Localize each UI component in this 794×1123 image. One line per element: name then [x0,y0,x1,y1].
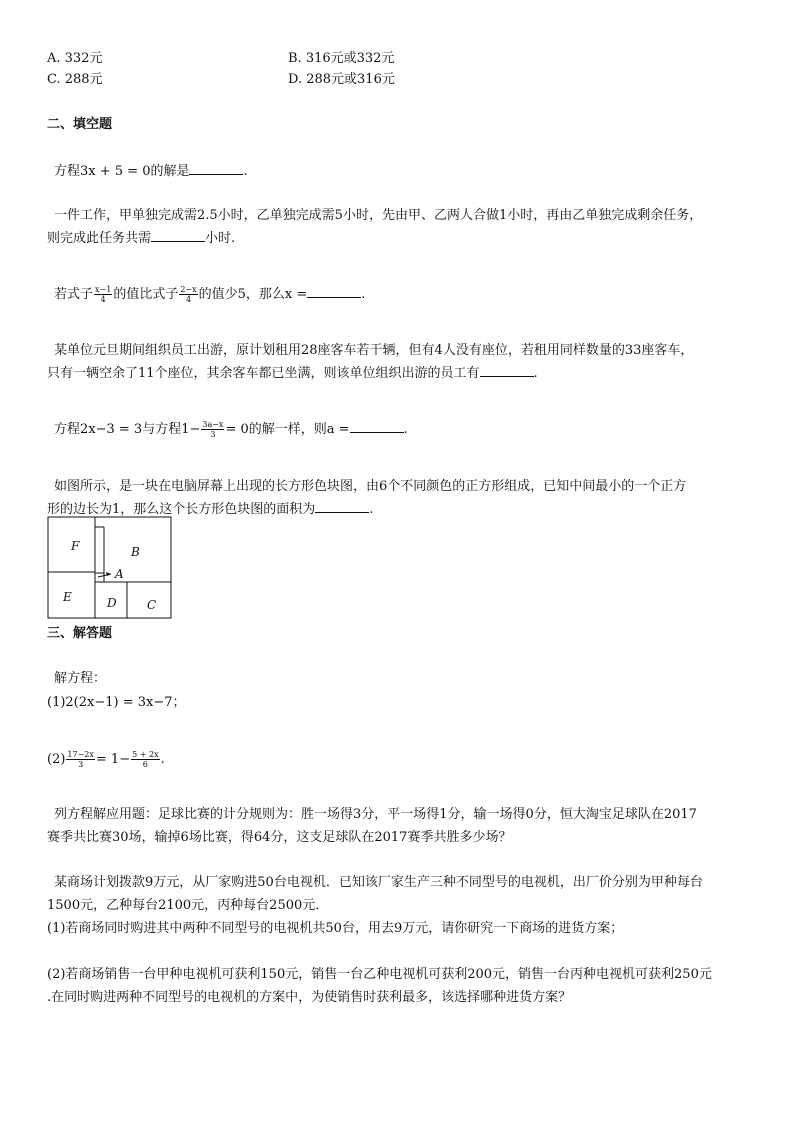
squares-figure [47,516,173,620]
solve-equation-part2 [47,749,165,771]
label-f: F [71,539,80,553]
solve-equation-part1: (1)2(2x−1) = 3x−7； [47,695,186,710]
label-d: D [107,596,117,610]
choice-a: A. 332元 [47,51,103,66]
fraction-denominator: 3 [210,430,216,439]
question-end: 小时. [205,231,236,246]
fraction [131,750,159,769]
fraction [179,285,197,304]
question-work-line2 [47,229,235,248]
question-bus-line2 [47,364,538,383]
question-same-solution [54,419,408,441]
football-question-line1: 列方程解应用题：足球比赛的计分规则为：胜一场得3分，平一场得1分，输一场得0分，恒大淘宝足球队在2017 [54,807,697,822]
question-equation-solution [54,162,248,181]
choice-b: B. 316元或332元 [288,51,395,66]
section-heading-fill-blank: 二、填空题 [47,117,113,132]
tv-question-part1: (1)若商场同时购进其中两种不同型号的电视机共50台，用去9万元，请你研究一下商场的进货方案； [47,921,624,936]
answer-blank [480,364,534,377]
question-end: . [243,164,248,179]
question-bus-line1: 某单位元旦期间组织员工出游，原计划租用28座客车若干辆，但有4人没有座位，若租用同样数量的33座客车， [54,343,694,358]
question-end: . [160,752,165,767]
question-end: . [369,502,374,517]
question-text: 的值比式子 [113,287,179,302]
answer-blank [315,500,369,513]
fraction-numerator: x−1 [95,285,112,294]
fraction [66,750,94,769]
label-a: A [115,567,124,581]
answer-blank [307,285,361,298]
fraction-numerator: 17−2x [67,750,94,759]
section-heading-answer: 三、解答题 [47,626,113,641]
question-text: 形的边长为1，那么这个长方形色块图的面积为 [47,502,316,517]
question-text: 若式子 [54,287,94,302]
question-work-line1: 一件工作，甲单独完成需2.5小时，乙单独完成需5小时，先由甲、乙两人合做1小时，再由乙单独完成剩余任务， [54,208,703,223]
football-question-line2: 赛季共比赛30场，输掉6场比赛，得64分，这支足球队在2017赛季共胜多少场？ [47,830,512,845]
question-text: (2) [47,752,66,767]
fraction-denominator: 4 [100,295,106,304]
answer-blank [350,420,404,433]
tv-question-part2-line2: .在同时购进两种不同型号的电视机的方案中，为使销售时获利最多，该选择哪种进货方案？ [47,990,572,1005]
label-e: E [63,590,72,604]
question-end: . [533,366,538,381]
fraction-denominator: 6 [142,760,148,769]
fraction [94,285,112,304]
fraction-numerator: 3a−x [202,420,224,429]
question-text: 只有一辆空余了11个座位，其余客车都已坐满，则该单位组织出游的员工有 [47,366,480,381]
answer-blank [151,229,205,242]
choice-c: C. 288元 [47,72,103,87]
question-squares-line1: 如图所示，是一块在电脑屏幕上出现的长方形色块图，由6个不同颜色的正方形组成，已知中间最小的一个正方 [54,479,687,494]
fraction-numerator: 2−x [180,285,197,294]
label-c: C [147,598,157,612]
fraction [201,420,224,439]
question-text: 方程3x + 5 = 0的解是 [54,164,190,179]
question-text: = 1− [95,752,131,767]
question-end: . [403,422,408,437]
label-b: B [131,545,140,559]
fraction-denominator: 4 [185,295,192,304]
question-text: = 0的解一样，则a = [225,422,350,437]
choice-d: D. 288元或316元 [288,72,395,87]
fraction-denominator: 3 [78,760,84,769]
tv-question-part2-line1: (2)若商场销售一台甲种电视机可获利150元，销售一台乙种电视机可获利200元，销售一台丙种电视机可获利250元 [47,967,712,982]
fraction-numerator: 5 + 2x [132,750,159,759]
solve-equations-intro: 解方程： [54,671,107,686]
question-text: 则完成此任务共需 [47,231,152,246]
question-fraction-compare [54,284,365,306]
tv-question-line1: 某商场计划拨款9万元，从厂家购进50台电视机．已知该厂家生产三种不同型号的电视机，出厂价分别为甲种每台 [54,875,703,890]
answer-blank [189,162,243,175]
tv-question-line2: 1500元，乙种每台2100元，丙种每台2500元． [47,898,329,913]
question-end: . [361,287,366,302]
question-text: 方程2x−3 = 3与方程1− [54,422,201,437]
question-text: 的值少5，那么x = [198,287,308,302]
